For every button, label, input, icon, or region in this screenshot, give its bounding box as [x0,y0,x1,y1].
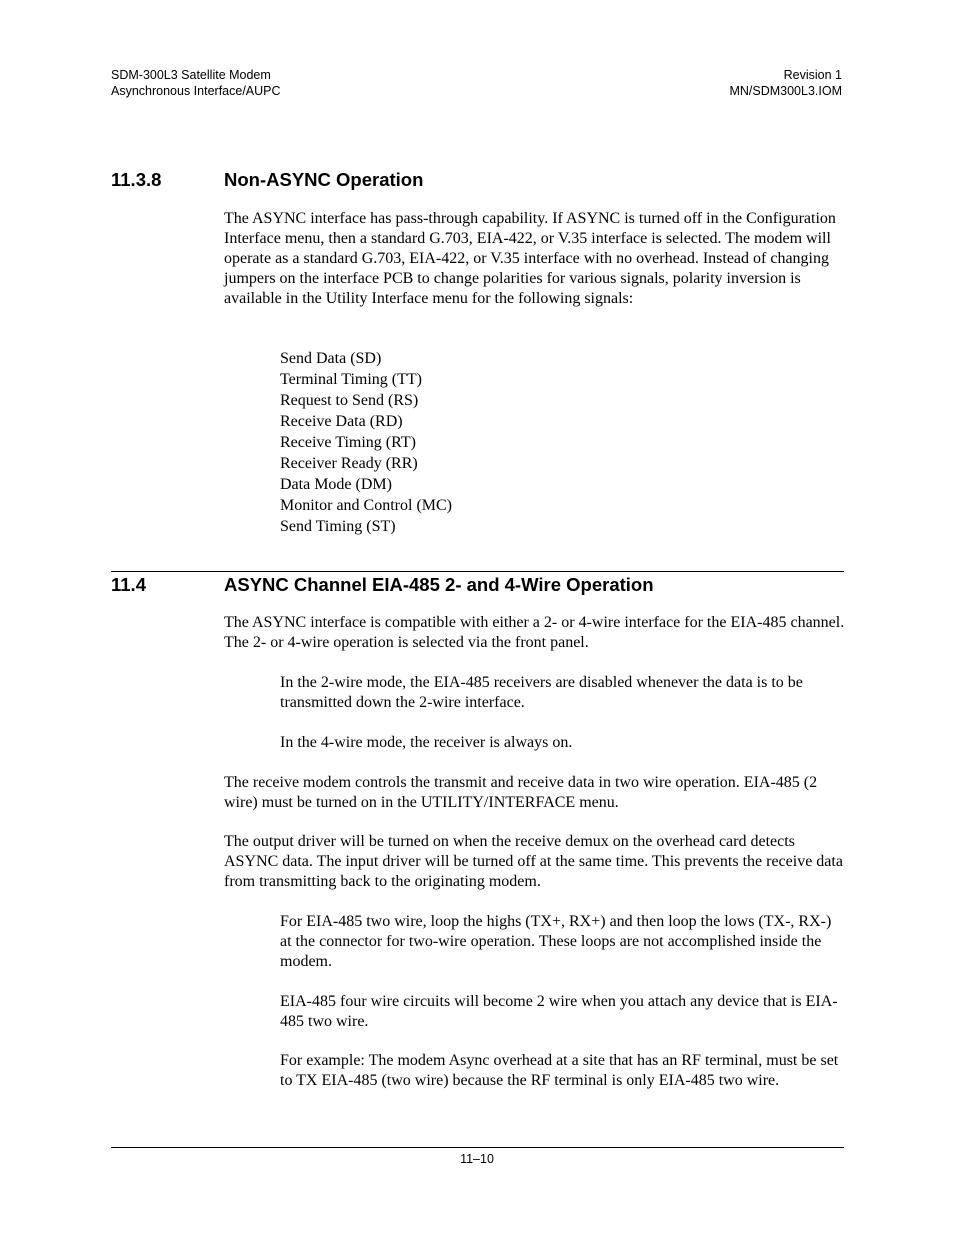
list-item: Monitor and Control (MC) [280,497,452,514]
list-item: Terminal Timing (TT) [280,371,422,388]
section-divider [111,571,844,572]
list-item: Receiver Ready (RR) [280,455,418,472]
non-async-intro-paragraph: The ASYNC interface has pass-through capability. If ASYNC is turned off in the Configuration Interface menu, then a standard G.703, EIA-422, or V.35 interface is selected. The modem will operate as a standard G.703, EIA-422, or V.35 interface with no overhead. Instead of changing jumpers on the interface PCB to change polarities for various signals, polarity inversion is available in the Utility Interface menu for the following signals: [224,210,836,307]
footer-divider [111,1147,844,1148]
section-heading-eia485 [111,574,654,596]
header-chapter: Asynchronous Interface/AUPC [111,84,281,98]
eia485-paragraph-loop-wiring: For EIA-485 two wire, loop the highs (TX+, RX+) and then loop the lows (TX-, RX-) at the connector for two-wire operation. These loops are not accomplished inside the modem. [280,913,832,970]
eia485-paragraph-example: For example: The modem Async overhead at a site that has an RF terminal, must be set to TX EIA-485 (two wire) because the RF terminal is only EIA-485 two wire. [280,1052,839,1089]
header-document-id: MN/SDM300L3.IOM [729,84,842,98]
eia485-paragraph-receive-modem: The receive modem controls the transmit and receive data in two wire operation. EIA-485 (2 wire) must be turned on in the UTILITY/INTERFACE menu. [224,774,818,811]
list-item: Receive Timing (RT) [280,434,416,451]
eia485-paragraph-output-driver: The output driver will be turned on when the receive demux on the overhead card detects ASYNC data. The input driver will be turned off at the same time. This prevents the receive data from transmitting back to the originating modem. [224,833,843,890]
eia485-paragraph-2-wire-mode: In the 2-wire mode, the EIA-485 receivers are disabled whenever the data is to be transmitted down the 2-wire interface. [280,674,803,711]
section-title: Non-ASYNC Operation [224,169,424,190]
list-item: Send Timing (ST) [280,518,396,535]
section-title: ASYNC Channel EIA-485 2- and 4-Wire Operation [224,574,654,595]
list-item: Receive Data (RD) [280,413,403,430]
section-number: 11.3.8 [111,169,162,190]
header-right [729,67,842,99]
eia485-paragraph-4-wire-mode: In the 4-wire mode, the receiver is always on. [280,734,573,751]
eia485-paragraph-compatibility: The ASYNC interface is compatible with either a 2- or 4-wire interface for the EIA-485 channel. The 2- or 4-wire operation is selected via the front panel. [224,614,845,651]
list-item: Send Data (SD) [280,350,382,367]
section-heading-non-async [111,169,423,191]
list-item: Data Mode (DM) [280,476,392,493]
page-number: 11–10 [460,1152,494,1166]
header-revision: Revision 1 [783,68,842,82]
section-number: 11.4 [111,574,146,595]
signal-list [280,348,452,537]
header-left [111,67,281,99]
header-product: SDM-300L3 Satellite Modem [111,68,271,82]
eia485-paragraph-four-wire-circuits: EIA-485 four wire circuits will become 2 wire when you attach any device that is EIA-485 two wire. [280,993,838,1030]
list-item: Request to Send (RS) [280,392,419,409]
